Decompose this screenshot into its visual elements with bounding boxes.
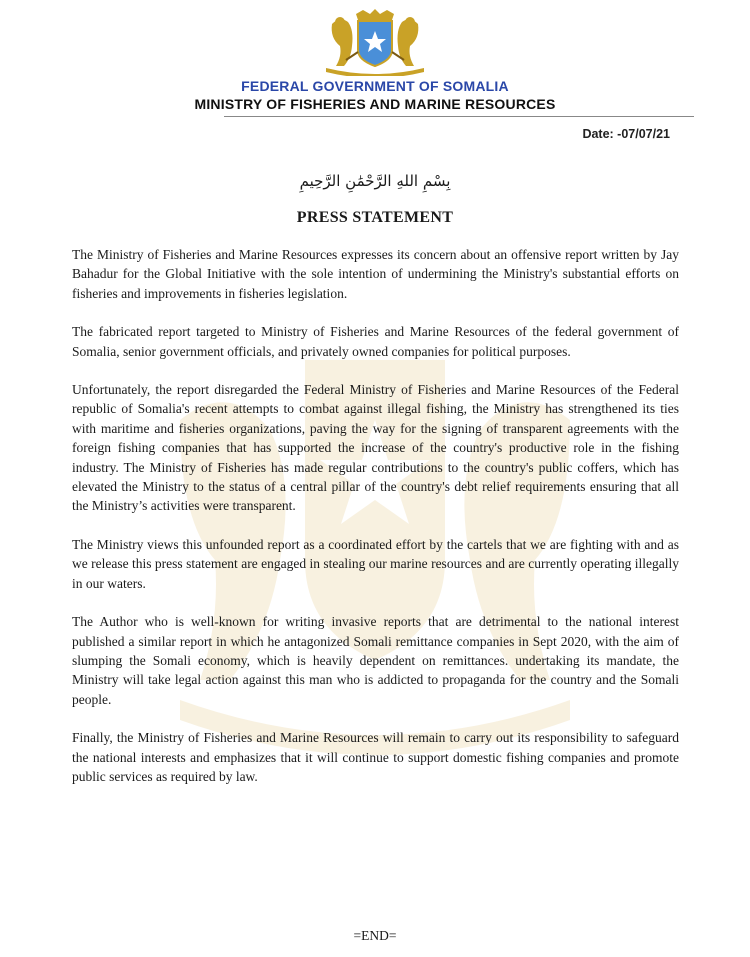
somalia-coat-of-arms-emblem (318, 6, 432, 76)
header-divider (224, 116, 694, 117)
end-marker: =END= (353, 928, 397, 943)
paragraph-4: The Ministry views this unfounded report as a coordinated effort by the cartels that we are fighting with and as we release this press statement are engaged in stealing our marine resources and are currently operating illegally in our waters. (72, 536, 679, 591)
ministry-title: MINISTRY OF FISHERIES AND MARINE RESOURCES (194, 96, 556, 112)
paragraph-2: The fabricated report targeted to Ministry of Fisheries and Marine Resources of the federal government of Somalia, senior government officials, and privately owned companies for political purposes. (72, 324, 679, 359)
statement-date: Date: -07/07/21 (582, 127, 670, 141)
paragraph-3: Unfortunately, the report disregarded the Federal Ministry of Fisheries and Marine Resources of the Federal republic of Somalia's recent attempts to combat against illegal fishing, the Ministry has strengthened its ties with maritime and fisheries organizations, paving the way for the signing of transparent agreements with the foreign fishing companies that has supported the increase of the country's productive role in the fishing industry. The Ministry of Fisheries has made regular contributions to the country's public coffers, which has elevated the Ministry to the status of a central pillar of the country's debt relief requirements ensuring that all the Ministry’s activities were transparent. (72, 382, 679, 514)
paragraph-1: The Ministry of Fisheries and Marine Resources expresses its concern about an offensive report written by Jay Bahadur for the Global Initiative with the sole intention of undermining the Ministry's substantial efforts on fisheries and improvements in fisheries legislation. (72, 247, 679, 301)
paragraph-6: Finally, the Ministry of Fisheries and Marine Resources will remain to carry out its responsibility to safeguard the national interests and emphasizes that it will continue to support domestic fishing companies and promote public services as required by law. (72, 730, 679, 784)
statement-body (72, 245, 679, 805)
press-statement-heading: PRESS STATEMENT (296, 209, 454, 226)
paragraph-5: The Author who is well-known for writing invasive reports that are detrimental to the national interest published a similar report in which he antagonized Somali remittance companies in Sept 2020, with the aim of slumping the Somali economy, which is heavily dependent on remittances. undertaking its mandate, the Ministry will take legal action against this man who is addicted to propaganda for the country and the Somali people. (72, 614, 679, 707)
basmala: بِسْمِ اللهِ الرَّحْمَٰنِ الرَّحِيمِ (299, 172, 451, 190)
government-title: FEDERAL GOVERNMENT OF SOMALIA (241, 78, 509, 94)
